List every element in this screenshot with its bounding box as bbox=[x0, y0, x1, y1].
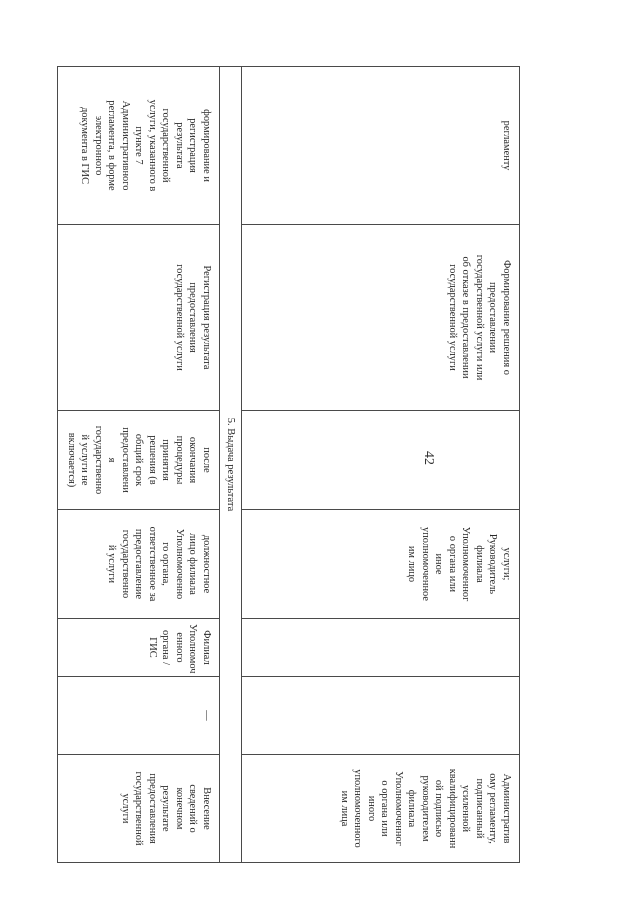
procedure-table bbox=[57, 66, 520, 863]
row2-step-cell: формирование и регистрация результата государственной услуги, указанного в пункте 7 Административного регламента, в форме электронного документа в ГИС bbox=[58, 67, 220, 225]
section-title: 5. Выдача результата bbox=[220, 67, 242, 863]
row1-term-cell bbox=[242, 411, 520, 510]
table-row bbox=[58, 67, 220, 863]
row1-responsible-cell: услуги; Руководитель филиала Уполномоченног о органа или иное уполномоченное им лицо bbox=[242, 510, 520, 619]
row1-step-cell: регламенту bbox=[242, 67, 520, 225]
section-row bbox=[220, 67, 242, 863]
table-row bbox=[242, 67, 520, 863]
row2-criteria-cell: — bbox=[58, 677, 220, 755]
row1-action-cell: Формирование решения о предоставлении государственной услуги или об отказе в предоставлении государственной услуги bbox=[242, 225, 520, 411]
row1-result-cell: Административ ому регламенту, подписанный усиленной квалифицированн ой подписью руководителем филиала Уполномоченног о органа или иного уполномоченного им лица bbox=[242, 755, 520, 863]
row2-responsible-cell: должностное лицо филиала Уполномоченно го органа, ответственное за предоставление государственно й услуги bbox=[58, 510, 220, 619]
row1-place-cell bbox=[242, 619, 520, 677]
row2-term-cell: после окончания процедуры принятия решения (в общий срок предоставлени я государственно й услуги не включается) bbox=[58, 411, 220, 510]
row1-criteria-cell bbox=[242, 677, 520, 755]
row2-action-cell: Регистрация результата предоставления государственной услуги bbox=[58, 225, 220, 411]
row2-place-cell: Филиал Уполномоч енного органа / ГИС bbox=[58, 619, 220, 677]
row2-result-cell: Внесение сведений о конечном результате предоставления государственной услуги bbox=[58, 755, 220, 863]
rotated-table-container bbox=[66, 66, 520, 862]
page-number: 42 bbox=[421, 451, 436, 465]
